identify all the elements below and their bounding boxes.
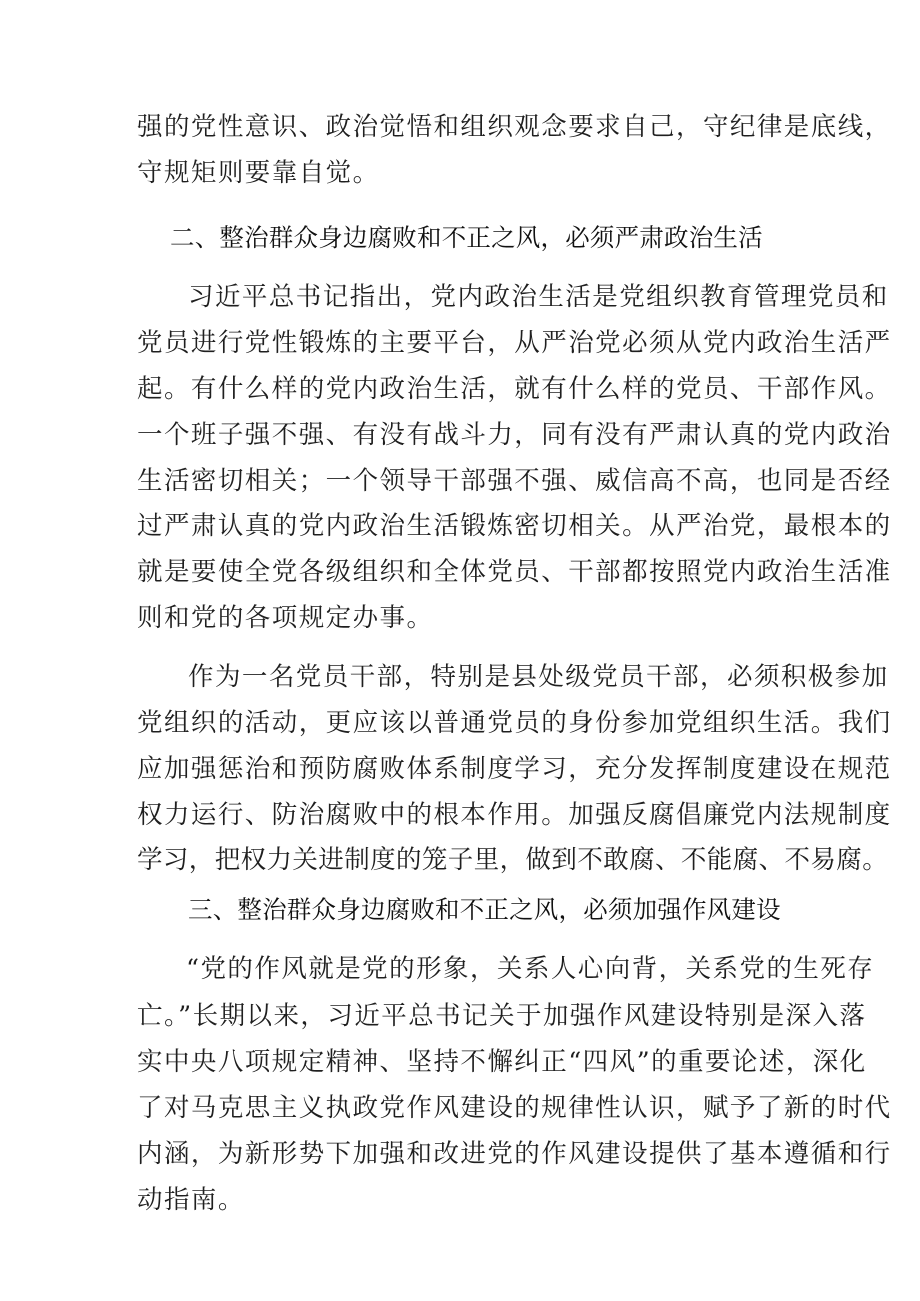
paragraph-line: 党组织的活动，更应该以普通党员的身份参加党组织生活。我们 [137,708,892,738]
paragraph-line: 起。有什么样的党内政治生活，就有什么样的党员、干部作风。 [137,374,892,404]
paragraph-line: 党员进行党性锻炼的主要平台，从严治党必须从党内政治生活严 [137,328,892,358]
paragraph-line: “党的作风就是党的形象，关系人心向背，关系党的生死存 [186,954,875,984]
paragraph-line: 一个班子强不强、有没有战斗力，同有没有严肃认真的党内政治 [137,420,892,450]
paragraph-line: 作为一名党员干部，特别是县处级党员干部，必须积极参加 [188,662,889,692]
paragraph-line: 权力运行、防治腐败中的根本作用。加强反腐倡廉党内法规制度 [137,800,892,830]
paragraph-line: 了对马克思主义执政党作风建设的规律性认识，赋予了新的时代 [137,1093,892,1123]
paragraph-line: 实中央八项规定精神、坚持不懈纠正“四风”的重要论述，深化 [137,1047,867,1077]
section-heading-2: 二、整治群众身边腐败和不正之风，必须严肃政治生活 [170,223,763,252]
paragraph-line: 生活密切相关；一个领导干部强不强、威信高不高，也同是否经 [137,466,892,496]
paragraph-line: 学习，把权力关进制度的笼子里，做到不敢腐、不能腐、不易腐。 [137,845,889,875]
paragraph-line: 过严肃认真的党内政治生活锻炼密切相关。从严治党，最根本的 [137,511,892,541]
paragraph-line: 亡。”长期以来，习近平总书记关于加强作风建设特别是深入落 [137,1001,867,1031]
paragraph-line: 内涵，为新形势下加强和改进党的作风建设提供了基本遵循和行 [137,1139,892,1169]
paragraph-line: 习近平总书记指出，党内政治生活是党组织教育管理党员和 [188,282,889,312]
paragraph-line: 强的党性意识、政治觉悟和组织观念要求自己，守纪律是底线， [137,112,892,142]
paragraph-line: 则和党的各项规定办事。 [137,603,434,633]
paragraph-line: 就是要使全党各级组织和全体党员、干部都按照党内政治生活准 [137,557,892,587]
section-heading-3: 三、整治群众身边腐败和不正之风，必须加强作风建设 [188,895,781,924]
paragraph-line: 应加强惩治和预防腐败体系制度学习，充分发挥制度建设在规范 [137,754,892,784]
paragraph-line: 动指南。 [137,1185,245,1215]
paragraph-line: 守规矩则要靠自觉。 [137,158,380,188]
